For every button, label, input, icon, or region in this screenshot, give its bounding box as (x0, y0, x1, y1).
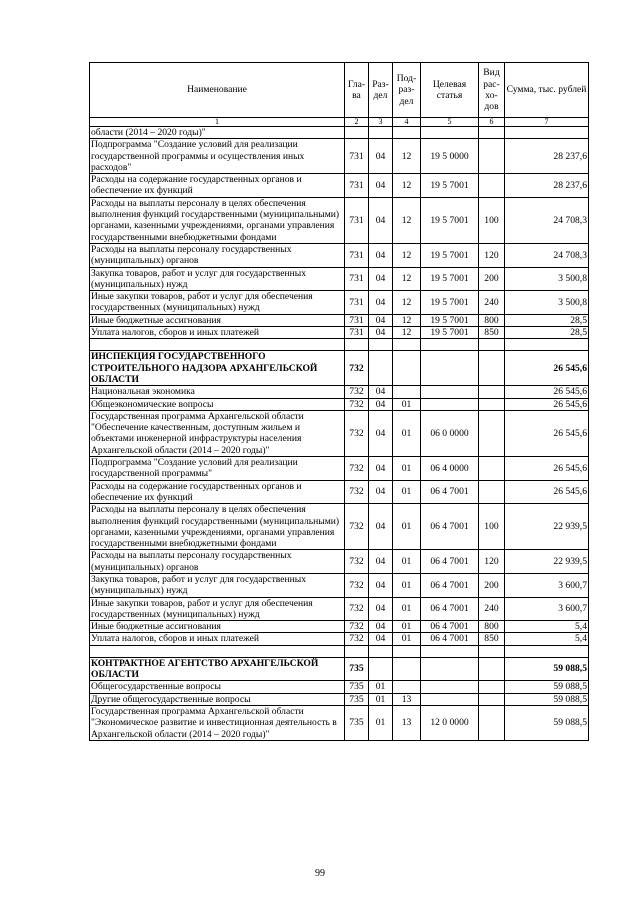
row-chapter: 732 (345, 410, 369, 456)
row-chapter: 731 (345, 327, 369, 339)
row-target-article (421, 351, 479, 386)
table-row (90, 398, 589, 410)
row-sum: 59 088,5 (505, 693, 589, 705)
row-target-article: 19 5 7001 (421, 197, 479, 243)
column-number: 4 (393, 118, 421, 127)
table-row (90, 681, 589, 693)
row-sum: 24 708,3 (505, 197, 589, 243)
row-expense-type (479, 693, 505, 705)
column-number: 1 (90, 118, 345, 127)
row-chapter: 731 (345, 291, 369, 315)
row-section (369, 351, 393, 386)
row-name: Иные бюджетные ассигнования (90, 621, 345, 633)
header-sum: Сумма, тыс. рублей (505, 63, 589, 118)
row-name: области (2014 – 2020 годы)" (90, 127, 345, 139)
row-expense-type: 800 (479, 314, 505, 326)
row-name: Другие общегосударственные вопросы (90, 693, 345, 705)
row-target-article: 19 5 7001 (421, 327, 479, 339)
row-section: 04 (369, 480, 393, 504)
spacer-cell (421, 339, 479, 351)
row-expense-type: 100 (479, 197, 505, 243)
row-target-article: 12 0 0000 (421, 705, 479, 740)
row-section: 04 (369, 139, 393, 174)
table-row (90, 351, 589, 386)
spacer-cell (345, 339, 369, 351)
row-chapter: 732 (345, 351, 369, 386)
column-number: 3 (369, 118, 393, 127)
table-body (90, 127, 589, 741)
table-row (90, 197, 589, 243)
row-chapter: 732 (345, 633, 369, 645)
row-name: Иные закупки товаров, работ и услуг для обеспечения государственных (муниципальных) нужд (90, 291, 345, 315)
row-target-article: 19 5 7001 (421, 267, 479, 291)
row-subsection: 13 (393, 693, 421, 705)
row-sum: 3 500,8 (505, 291, 589, 315)
row-chapter: 732 (345, 398, 369, 410)
table-row (90, 174, 589, 198)
row-sum: 22 939,5 (505, 550, 589, 574)
row-name: Уплата налогов, сборов и иных платежей (90, 327, 345, 339)
spacer-cell (479, 339, 505, 351)
row-sum: 28 237,6 (505, 139, 589, 174)
row-name: Расходы на содержание государственных органов и обеспечение их функций (90, 480, 345, 504)
row-subsection: 12 (393, 197, 421, 243)
table-row (90, 705, 589, 740)
row-name: Расходы на выплаты персоналу государственных (муниципальных) органов (90, 550, 345, 574)
row-target-article: 06 4 7001 (421, 480, 479, 504)
row-section: 04 (369, 386, 393, 398)
row-subsection: 01 (393, 597, 421, 621)
row-expense-type (479, 480, 505, 504)
row-sum: 59 088,5 (505, 681, 589, 693)
row-target-article: 19 5 7001 (421, 174, 479, 198)
column-number: 7 (505, 118, 589, 127)
row-subsection (393, 351, 421, 386)
spacer-cell (479, 645, 505, 657)
row-chapter: 732 (345, 621, 369, 633)
row-name: КОНТРАКТНОЕ АГЕНТСТВО АРХАНГЕЛЬСКОЙ ОБЛАСТИ (90, 657, 345, 681)
row-section: 04 (369, 504, 393, 550)
row-section: 04 (369, 457, 393, 481)
row-chapter: 735 (345, 693, 369, 705)
header-name: Наименование (90, 63, 345, 118)
row-name: Расходы на содержание государственных органов и обеспечение их функций (90, 174, 345, 198)
row-sum: 26 545,6 (505, 386, 589, 398)
row-name: Национальная экономика (90, 386, 345, 398)
row-subsection (393, 127, 421, 139)
row-sum: 24 708,3 (505, 243, 589, 267)
row-expense-type: 850 (479, 633, 505, 645)
row-subsection: 01 (393, 410, 421, 456)
row-chapter: 735 (345, 681, 369, 693)
spacer-cell (393, 339, 421, 351)
spacer-row (90, 645, 589, 657)
row-section (369, 657, 393, 681)
table-row (90, 573, 589, 597)
row-name: Государственная программа Архангельской области "Экономическое развитие и инвестиционная деятельность в Архангельской области (2014 – 2020 годы)" (90, 705, 345, 740)
row-subsection: 12 (393, 327, 421, 339)
row-subsection: 01 (393, 550, 421, 574)
row-target-article: 19 5 7001 (421, 243, 479, 267)
table-row (90, 243, 589, 267)
row-expense-type: 240 (479, 597, 505, 621)
row-expense-type (479, 705, 505, 740)
row-expense-type: 200 (479, 573, 505, 597)
budget-table (89, 62, 589, 741)
row-target-article (421, 398, 479, 410)
row-chapter: 731 (345, 197, 369, 243)
row-section: 04 (369, 314, 393, 326)
row-section: 04 (369, 573, 393, 597)
header-chapter: Гла-ва (345, 63, 369, 118)
row-target-article (421, 693, 479, 705)
spacer-cell (369, 339, 393, 351)
row-subsection: 01 (393, 480, 421, 504)
row-expense-type (479, 351, 505, 386)
row-name: Расходы на выплаты персоналу в целях обеспечения выполнения функций государственными (муниципальными) органами, казенными учреждениями, органами управления государственными внебюджетными фондами (90, 504, 345, 550)
table-row (90, 457, 589, 481)
row-target-article (421, 657, 479, 681)
row-subsection: 12 (393, 174, 421, 198)
spacer-cell (369, 645, 393, 657)
row-sum: 28,5 (505, 314, 589, 326)
spacer-cell (393, 645, 421, 657)
row-sum: 3 500,8 (505, 267, 589, 291)
row-expense-type (479, 398, 505, 410)
row-target-article: 06 4 7001 (421, 633, 479, 645)
row-expense-type: 120 (479, 550, 505, 574)
row-name: Подпрограмма "Создание условий для реализации государственной программы и осуществления иных расходов" (90, 139, 345, 174)
page-number: 99 (315, 868, 325, 879)
row-expense-type (479, 174, 505, 198)
row-name: Расходы на выплаты персоналу в целях обеспечения выполнения функций государственными (муниципальными) органами, казенными учреждениями, органами управления государственными внебюджетными фондами (90, 197, 345, 243)
table-row (90, 657, 589, 681)
row-chapter: 732 (345, 550, 369, 574)
row-expense-type: 200 (479, 267, 505, 291)
column-number: 2 (345, 118, 369, 127)
table-row (90, 291, 589, 315)
row-expense-type: 800 (479, 621, 505, 633)
row-chapter: 735 (345, 657, 369, 681)
row-name: Закупка товаров, работ и услуг для государственных (муниципальных) нужд (90, 573, 345, 597)
table-row (90, 633, 589, 645)
row-sum: 26 545,6 (505, 457, 589, 481)
row-sum: 26 545,6 (505, 398, 589, 410)
row-target-article: 19 5 0000 (421, 139, 479, 174)
row-subsection: 12 (393, 139, 421, 174)
row-section (369, 127, 393, 139)
row-sum: 28,5 (505, 327, 589, 339)
row-expense-type (479, 657, 505, 681)
table-row (90, 550, 589, 574)
row-expense-type (479, 457, 505, 481)
row-target-article: 06 0 0000 (421, 410, 479, 456)
column-number-row (90, 118, 589, 127)
row-sum: 5,4 (505, 621, 589, 633)
row-chapter: 732 (345, 597, 369, 621)
row-target-article: 06 4 7001 (421, 573, 479, 597)
table-row (90, 267, 589, 291)
row-section: 04 (369, 174, 393, 198)
row-expense-type: 100 (479, 504, 505, 550)
row-sum: 26 545,6 (505, 351, 589, 386)
row-subsection: 12 (393, 291, 421, 315)
row-target-article: 19 5 7001 (421, 314, 479, 326)
row-target-article: 06 4 0000 (421, 457, 479, 481)
row-section: 04 (369, 243, 393, 267)
row-chapter: 731 (345, 139, 369, 174)
row-expense-type (479, 681, 505, 693)
row-target-article (421, 127, 479, 139)
table-row (90, 410, 589, 456)
row-target-article (421, 681, 479, 693)
row-sum: 3 600,7 (505, 597, 589, 621)
row-section: 04 (369, 291, 393, 315)
row-name: Общегосударственные вопросы (90, 681, 345, 693)
row-name: Общеэкономические вопросы (90, 398, 345, 410)
table-row (90, 504, 589, 550)
row-target-article: 19 5 7001 (421, 291, 479, 315)
row-chapter: 732 (345, 457, 369, 481)
row-section: 01 (369, 705, 393, 740)
header-expense-type: Вид рас-хо-дов (479, 63, 505, 118)
row-sum: 28 237,6 (505, 174, 589, 198)
header-subsection: Под-раз-дел (393, 63, 421, 118)
row-section: 04 (369, 633, 393, 645)
row-subsection: 01 (393, 398, 421, 410)
row-chapter: 731 (345, 243, 369, 267)
spacer-cell (90, 339, 345, 351)
row-section: 04 (369, 550, 393, 574)
spacer-cell (345, 645, 369, 657)
row-name: Иные бюджетные ассигнования (90, 314, 345, 326)
row-chapter (345, 127, 369, 139)
row-chapter: 731 (345, 174, 369, 198)
row-section: 04 (369, 197, 393, 243)
table-row (90, 386, 589, 398)
row-section: 04 (369, 267, 393, 291)
row-expense-type: 240 (479, 291, 505, 315)
row-sum: 59 088,5 (505, 657, 589, 681)
table-row (90, 480, 589, 504)
column-number: 5 (421, 118, 479, 127)
table-row (90, 597, 589, 621)
row-chapter: 731 (345, 314, 369, 326)
row-chapter: 731 (345, 267, 369, 291)
row-subsection: 01 (393, 457, 421, 481)
row-section: 01 (369, 681, 393, 693)
row-sum: 26 545,6 (505, 410, 589, 456)
row-chapter: 735 (345, 705, 369, 740)
row-expense-type (479, 410, 505, 456)
row-subsection (393, 386, 421, 398)
table-row (90, 139, 589, 174)
row-subsection: 01 (393, 573, 421, 597)
row-expense-type: 120 (479, 243, 505, 267)
row-target-article: 06 4 7001 (421, 550, 479, 574)
spacer-cell (421, 645, 479, 657)
row-subsection: 12 (393, 314, 421, 326)
row-section: 04 (369, 410, 393, 456)
row-sum: 59 088,5 (505, 705, 589, 740)
row-chapter: 732 (345, 386, 369, 398)
row-name: ИНСПЕКЦИЯ ГОСУДАРСТВЕННОГО СТРОИТЕЛЬНОГО НАДЗОРА АРХАНГЕЛЬСКОЙ ОБЛАСТИ (90, 351, 345, 386)
table-row (90, 693, 589, 705)
row-section: 04 (369, 621, 393, 633)
row-expense-type (479, 386, 505, 398)
row-expense-type: 850 (479, 327, 505, 339)
spacer-cell (505, 645, 589, 657)
row-sum: 26 545,6 (505, 480, 589, 504)
row-chapter: 732 (345, 480, 369, 504)
spacer-cell (505, 339, 589, 351)
row-subsection: 01 (393, 504, 421, 550)
row-chapter: 732 (345, 504, 369, 550)
row-target-article: 06 4 7001 (421, 504, 479, 550)
row-sum: 3 600,7 (505, 573, 589, 597)
row-sum: 5,4 (505, 633, 589, 645)
row-subsection: 01 (393, 633, 421, 645)
table-row (90, 327, 589, 339)
row-expense-type (479, 139, 505, 174)
table-row (90, 621, 589, 633)
header-row (90, 63, 589, 118)
row-subsection: 12 (393, 243, 421, 267)
row-target-article (421, 386, 479, 398)
header-section: Раз-дел (369, 63, 393, 118)
row-section: 01 (369, 693, 393, 705)
row-name: Государственная программа Архангельской области "Обеспечение качественным, доступным жильем и объектами инженерной инфраструктуры населения Архангельской области (2014 – 2020 годы)" (90, 410, 345, 456)
row-section: 04 (369, 327, 393, 339)
row-name: Иные закупки товаров, работ и услуг для обеспечения государственных (муниципальных) нужд (90, 597, 345, 621)
row-target-article: 06 4 7001 (421, 621, 479, 633)
row-chapter: 732 (345, 573, 369, 597)
row-name: Закупка товаров, работ и услуг для государственных (муниципальных) нужд (90, 267, 345, 291)
spacer-cell (90, 645, 345, 657)
row-subsection (393, 657, 421, 681)
header-target-article: Целевая статья (421, 63, 479, 118)
row-section: 04 (369, 597, 393, 621)
table-row (90, 314, 589, 326)
row-sum (505, 127, 589, 139)
row-name: Уплата налогов, сборов и иных платежей (90, 633, 345, 645)
row-subsection (393, 681, 421, 693)
row-subsection: 01 (393, 621, 421, 633)
row-name: Подпрограмма "Создание условий для реализации государственной программы" (90, 457, 345, 481)
table-row (90, 127, 589, 139)
row-target-article: 06 4 7001 (421, 597, 479, 621)
row-subsection: 12 (393, 267, 421, 291)
spacer-row (90, 339, 589, 351)
row-sum: 22 939,5 (505, 504, 589, 550)
row-expense-type (479, 127, 505, 139)
row-name: Расходы на выплаты персоналу государственных (муниципальных) органов (90, 243, 345, 267)
column-number: 6 (479, 118, 505, 127)
row-subsection: 13 (393, 705, 421, 740)
row-section: 04 (369, 398, 393, 410)
